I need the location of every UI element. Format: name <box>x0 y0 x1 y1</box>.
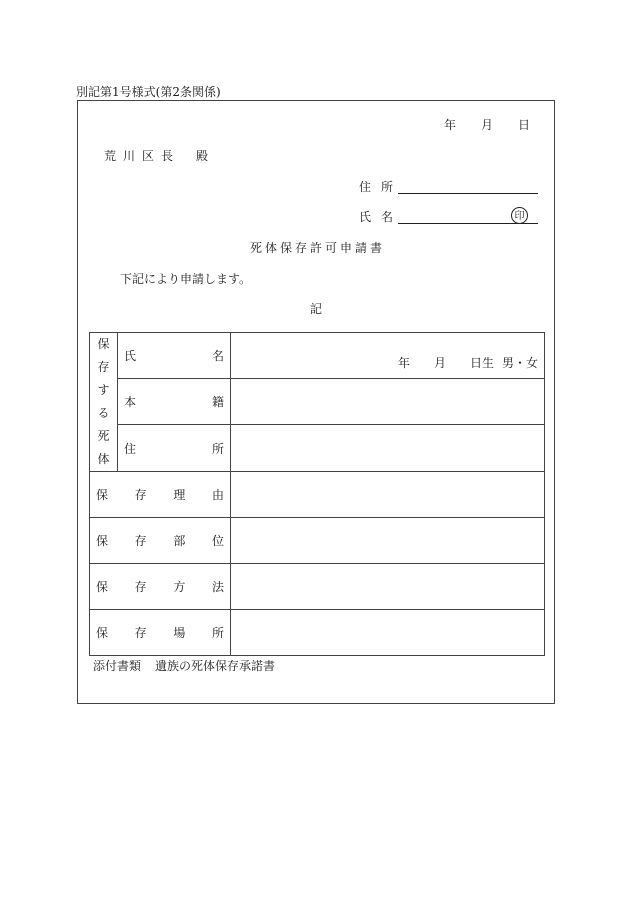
table-row <box>90 472 545 518</box>
row-label-address <box>118 425 231 472</box>
label-char: 所 <box>211 626 224 640</box>
birth-month-label: 月 <box>433 355 446 370</box>
table-row <box>90 610 545 656</box>
label-char: 名 <box>211 348 224 363</box>
label-char: 住 <box>124 441 137 456</box>
label-char: 保 <box>96 626 109 640</box>
intro-text: 下記により申請します。 <box>120 272 252 286</box>
group-char: る <box>97 406 110 420</box>
label-char: 理 <box>173 488 186 502</box>
address-field[interactable] <box>398 193 538 194</box>
row-label-name <box>118 333 231 379</box>
label-char: 位 <box>211 534 224 548</box>
table-row <box>90 564 545 610</box>
attachment-line <box>93 660 275 672</box>
label-char: 存 <box>134 626 147 640</box>
date-year: 年 <box>444 118 457 132</box>
part-value-cell[interactable] <box>231 518 545 564</box>
label-char: 保 <box>96 534 109 548</box>
birth-day-label: 日生 <box>469 355 494 370</box>
label-char: 存 <box>134 488 147 502</box>
table-row <box>90 378 545 425</box>
label-char: 保 <box>96 488 109 502</box>
location-value-cell[interactable] <box>231 610 545 656</box>
label-char: 所 <box>211 441 224 456</box>
table-row <box>90 333 545 379</box>
address-label: 住所 <box>359 180 404 194</box>
item-label-method <box>90 564 231 610</box>
group-char: 死 <box>97 429 110 443</box>
label-char: 存 <box>134 580 147 594</box>
label-char: 本 <box>124 394 137 409</box>
domicile-value-cell[interactable] <box>231 378 545 425</box>
reason-value-cell[interactable] <box>231 472 545 518</box>
item-label-location <box>90 610 231 656</box>
attachment-value: 遺族の死体保存承諾書 <box>155 659 276 673</box>
date-line <box>444 119 530 131</box>
birth-year-label: 年 <box>397 355 410 370</box>
date-day: 日 <box>518 118 531 132</box>
addressee-honorific: 殿 <box>196 149 209 163</box>
table-row <box>90 518 545 564</box>
name-label: 氏名 <box>359 210 404 224</box>
address-value-cell[interactable] <box>231 425 545 472</box>
method-value-cell[interactable] <box>231 564 545 610</box>
group-char: す <box>97 383 110 397</box>
group-char: 存 <box>97 360 110 374</box>
form-reference: 別記第1号様式(第2条関係) <box>76 85 221 99</box>
seal-mark: 印 <box>511 207 528 224</box>
label-char: 保 <box>96 580 109 594</box>
label-char: 氏 <box>124 348 137 363</box>
sex-choice[interactable]: 男・女 <box>501 355 538 370</box>
attachment-label: 添付書類 <box>93 659 142 673</box>
label-char: 籍 <box>211 394 224 409</box>
group-char: 保 <box>97 337 110 351</box>
name-value-cell[interactable] <box>231 333 545 379</box>
label-char: 法 <box>211 580 224 594</box>
group-char: 体 <box>97 452 110 466</box>
ki-heading: 記 <box>310 302 323 316</box>
label-char: 存 <box>134 534 147 548</box>
addressee: 荒川区長 <box>104 149 181 163</box>
group-label-cell <box>90 333 118 472</box>
application-table <box>89 332 545 656</box>
document-title: 死体保存許可申請書 <box>250 241 386 255</box>
label-char: 由 <box>211 488 224 502</box>
label-char: 場 <box>173 626 186 640</box>
date-month: 月 <box>481 118 494 132</box>
table-row <box>90 425 545 472</box>
item-label-part <box>90 518 231 564</box>
item-label-reason <box>90 472 231 518</box>
row-label-domicile <box>118 378 231 425</box>
label-char: 部 <box>173 534 186 548</box>
label-char: 方 <box>173 580 186 594</box>
